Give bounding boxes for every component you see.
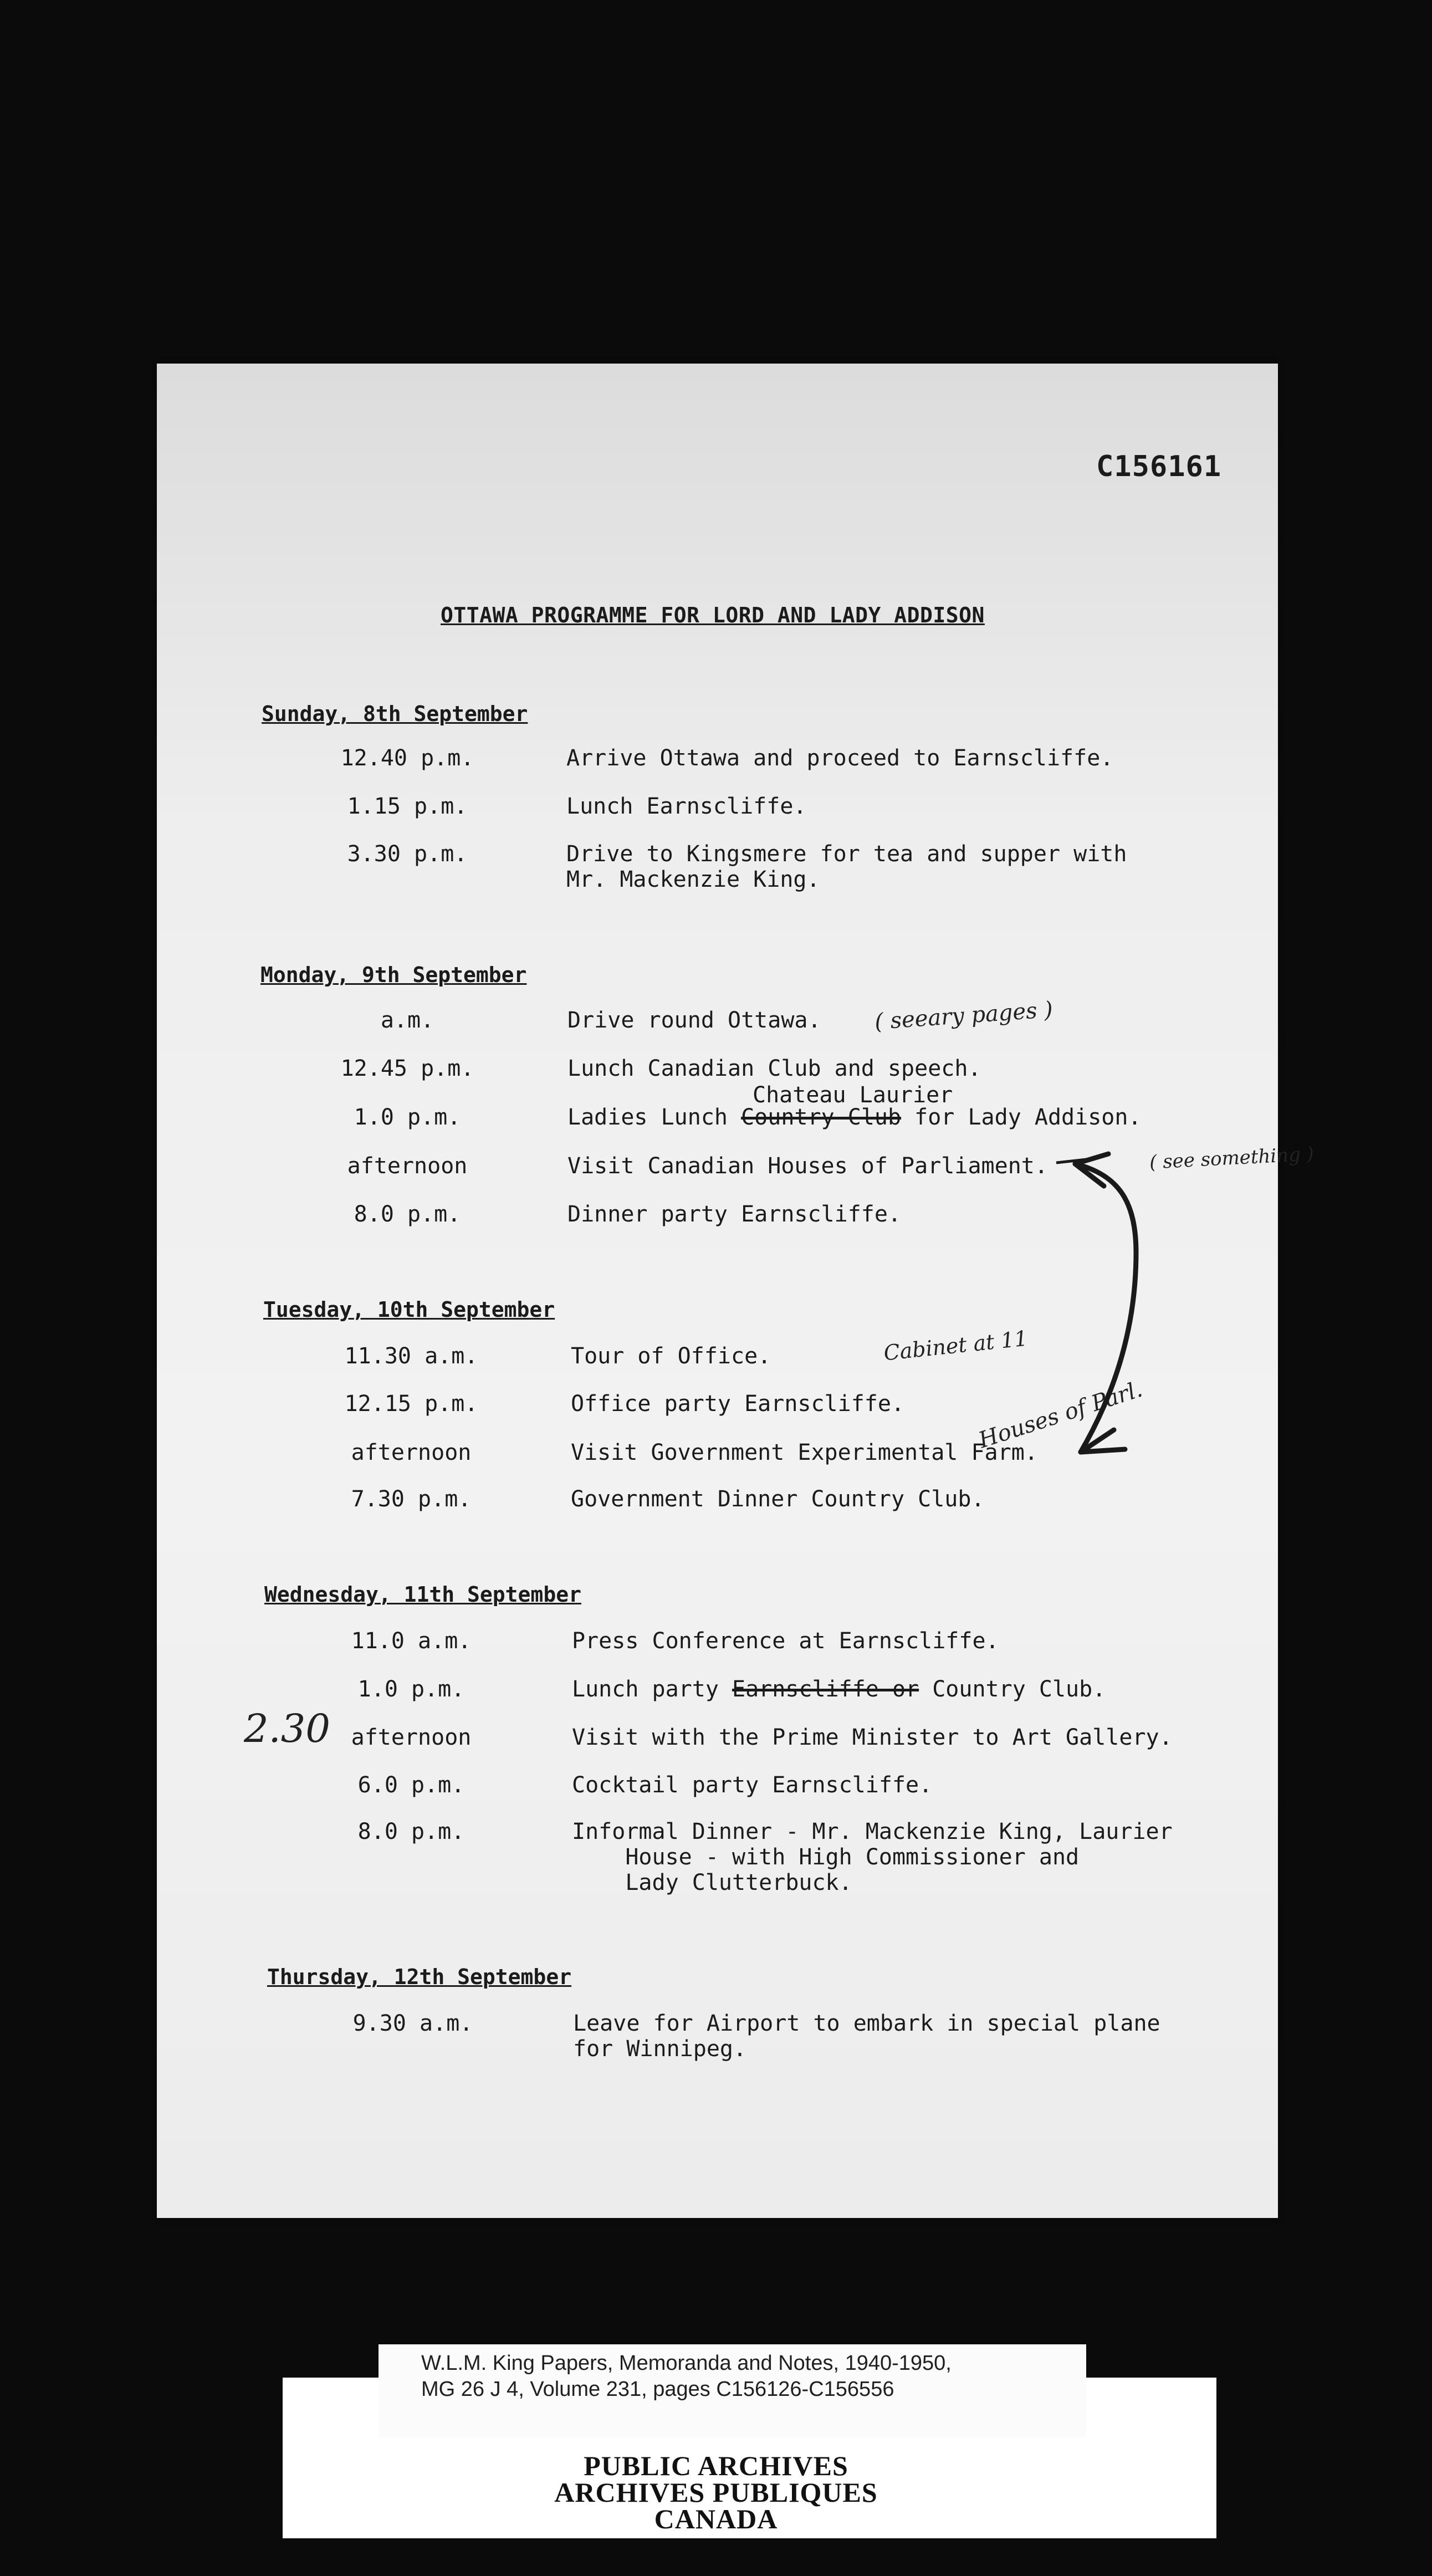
entry-description: Lunch Canadian Club and speech.	[567, 1056, 981, 1081]
entry-description: Lunch Earnscliffe.	[566, 794, 807, 819]
entry-time: 11.30 a.m.	[344, 1343, 478, 1369]
desc-text: Country Club.	[919, 1677, 1106, 1702]
struck-text: Country Club	[741, 1105, 902, 1130]
handwritten-note: Cabinet at 11	[882, 1326, 1029, 1366]
desc-text: Ladies Lunch	[567, 1105, 741, 1130]
page-title: OTTAWA PROGRAMME FOR LORD AND LADY ADDISON	[441, 603, 985, 627]
desc-text: Lunch party	[572, 1677, 732, 1702]
entry-description: Cocktail party Earnscliffe.	[572, 1772, 933, 1798]
entry-description	[567, 1105, 1142, 1130]
handwritten-note: 2.30	[244, 1706, 330, 1751]
day-heading-sunday: Sunday, 8th September	[262, 702, 528, 726]
entry-description: Visit with the Prime Minister to Art Gallery.	[572, 1725, 1173, 1750]
entry-time: 8.0 p.m.	[357, 1819, 465, 1844]
stamp-line: PUBLIC ARCHIVES	[584, 2450, 848, 2481]
day-heading-tuesday: Tuesday, 10th September	[263, 1297, 555, 1322]
entry-time: 12.40 p.m.	[340, 745, 474, 771]
entry-description: Visit Government Experimental Farm.	[571, 1440, 1038, 1465]
handwritten-note: ( seeary pages )	[873, 996, 1054, 1035]
entry-description	[572, 1677, 1106, 1702]
entry-description: Leave for Airport to embark in special plane for Winnipeg.	[573, 2011, 1160, 2062]
entry-time: 1.15 p.m.	[347, 794, 468, 819]
entry-time: afternoon	[351, 1725, 472, 1750]
entry-time: 8.0 p.m.	[354, 1202, 461, 1227]
entry-time: 3.30 p.m.	[347, 841, 468, 867]
archive-label-line: W.L.M. King Papers, Memoranda and Notes, 1940-1950,	[421, 2352, 952, 2375]
typed-insertion: Chateau Laurier	[753, 1082, 953, 1108]
entry-description: Drive to Kingsmere for tea and supper with Mr. Mackenzie King.	[566, 841, 1127, 892]
document-number: C156161	[1096, 450, 1222, 483]
handwritten-arrow-icon	[1053, 1142, 1241, 1474]
day-heading-thursday: Thursday, 12th September	[267, 1965, 572, 1989]
entry-time: a.m.	[380, 1008, 434, 1033]
stamp-line: CANADA	[654, 2503, 778, 2534]
entry-description: Informal Dinner - Mr. Mackenzie King, Laurier House - with High Commissioner and Lady Clutterbuck.	[572, 1819, 1173, 1895]
entry-description: Drive round Ottawa.	[567, 1008, 821, 1033]
stamp-line: ARCHIVES PUBLIQUES	[554, 2477, 878, 2508]
entry-description: Office party Earnscliffe.	[571, 1391, 905, 1417]
entry-description: Tour of Office.	[571, 1343, 771, 1369]
handwritten-note: Houses of Parl.	[975, 1376, 1145, 1454]
entry-description: Press Conference at Earnscliffe.	[572, 1628, 999, 1654]
entry-time: afternoon	[347, 1153, 468, 1179]
entry-description: Government Dinner Country Club.	[571, 1486, 985, 1512]
day-heading-monday: Monday, 9th September	[260, 963, 527, 987]
entry-time: 11.0 a.m.	[351, 1628, 472, 1654]
handwritten-note: ( see something )	[1149, 1143, 1315, 1174]
entry-time: 12.15 p.m.	[344, 1391, 478, 1417]
entry-description: Arrive Ottawa and proceed to Earnscliffe.	[566, 745, 1114, 771]
entry-description: Dinner party Earnscliffe.	[567, 1202, 902, 1227]
struck-text: Earnscliffe or	[732, 1677, 919, 1702]
entry-time: 1.0 p.m.	[354, 1105, 461, 1130]
entry-time: 9.30 a.m.	[352, 2011, 473, 2036]
entry-time: 7.30 p.m.	[351, 1486, 472, 1512]
desc-text: for Lady Addison.	[901, 1105, 1142, 1130]
entry-time: 12.45 p.m.	[340, 1056, 474, 1081]
archive-label-line: MG 26 J 4, Volume 231, pages C156126-C156556	[421, 2378, 894, 2401]
day-heading-wednesday: Wednesday, 11th September	[264, 1582, 581, 1607]
entry-time: afternoon	[351, 1440, 472, 1465]
entry-description: Visit Canadian Houses of Parliament.	[567, 1153, 1048, 1179]
entry-time: 6.0 p.m.	[357, 1772, 465, 1798]
entry-time: 1.0 p.m.	[357, 1677, 465, 1702]
